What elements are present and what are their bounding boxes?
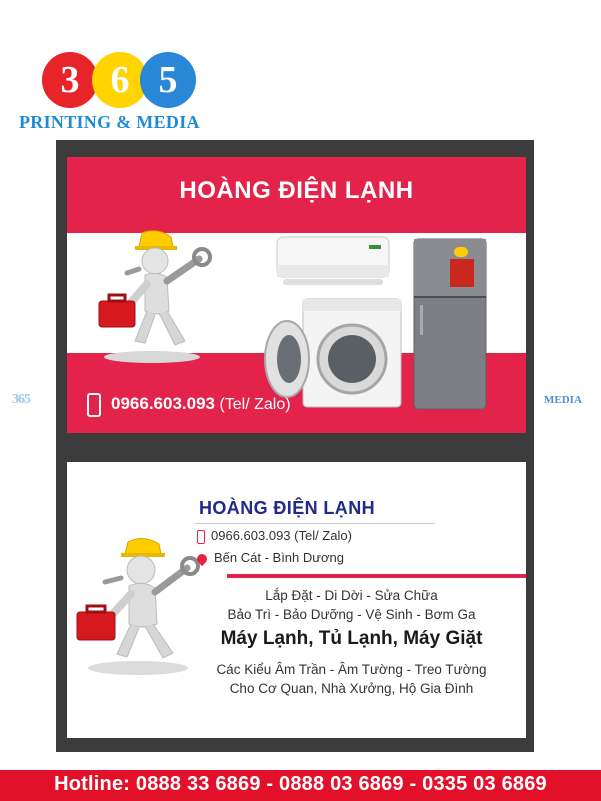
services-line-2: Bảo Trì - Bảo Dưỡng - Vệ Sinh - Bơm Ga — [227, 607, 476, 622]
card-front-phone: 0966.603.093 — [111, 394, 215, 414]
logo-digit-3: 3 — [42, 52, 98, 108]
business-card-front — [67, 157, 526, 433]
red-divider — [227, 574, 526, 578]
repairman-illustration — [87, 229, 217, 369]
air-conditioner-image — [275, 235, 393, 291]
watermark-left: 365 — [12, 392, 30, 407]
watermark-right: MEDIA — [544, 394, 582, 406]
logo — [22, 52, 192, 110]
logo-digit-6: 6 — [92, 52, 148, 108]
location-pin-icon — [195, 551, 209, 565]
title-divider — [195, 523, 435, 524]
phone-icon — [197, 530, 205, 544]
card-back-address: Bến Cát - Bình Dương — [214, 550, 344, 565]
services-line-1: Lắp Đặt - Di Dời - Sửa Chữa — [265, 588, 438, 603]
phone-icon — [87, 393, 101, 417]
install-line-1: Các Kiểu Âm Trần - Âm Tường - Treo Tường — [216, 662, 487, 677]
card-back-phone-row — [197, 528, 352, 544]
card-back-address-row — [197, 550, 344, 565]
business-card-back — [67, 462, 526, 738]
card-back-title: HOÀNG ĐIỆN LẠNH — [199, 498, 375, 518]
refrigerator-image — [412, 237, 488, 413]
products-line: Máy Lạnh, Tủ Lạnh, Máy Giặt — [220, 628, 483, 649]
logo-digit-5: 5 — [140, 52, 196, 108]
install-line-2: Cho Cơ Quan, Nhà Xưởng, Hộ Gia Đình — [229, 681, 474, 696]
card-front-phone-row — [87, 393, 291, 417]
card-front-phone-note: (Tel/ Zalo) — [219, 396, 291, 414]
card-front-title: HOÀNG ĐIỆN LẠNH — [179, 177, 414, 204]
logo-brand-text: PRINTING & MEDIA — [19, 112, 200, 132]
hotline-text: Hotline: 0888 33 6869 - 0888 03 6869 - 0335 03 6869 — [54, 773, 547, 795]
card-back-phone: 0966.603.093 (Tel/ Zalo) — [211, 528, 352, 543]
